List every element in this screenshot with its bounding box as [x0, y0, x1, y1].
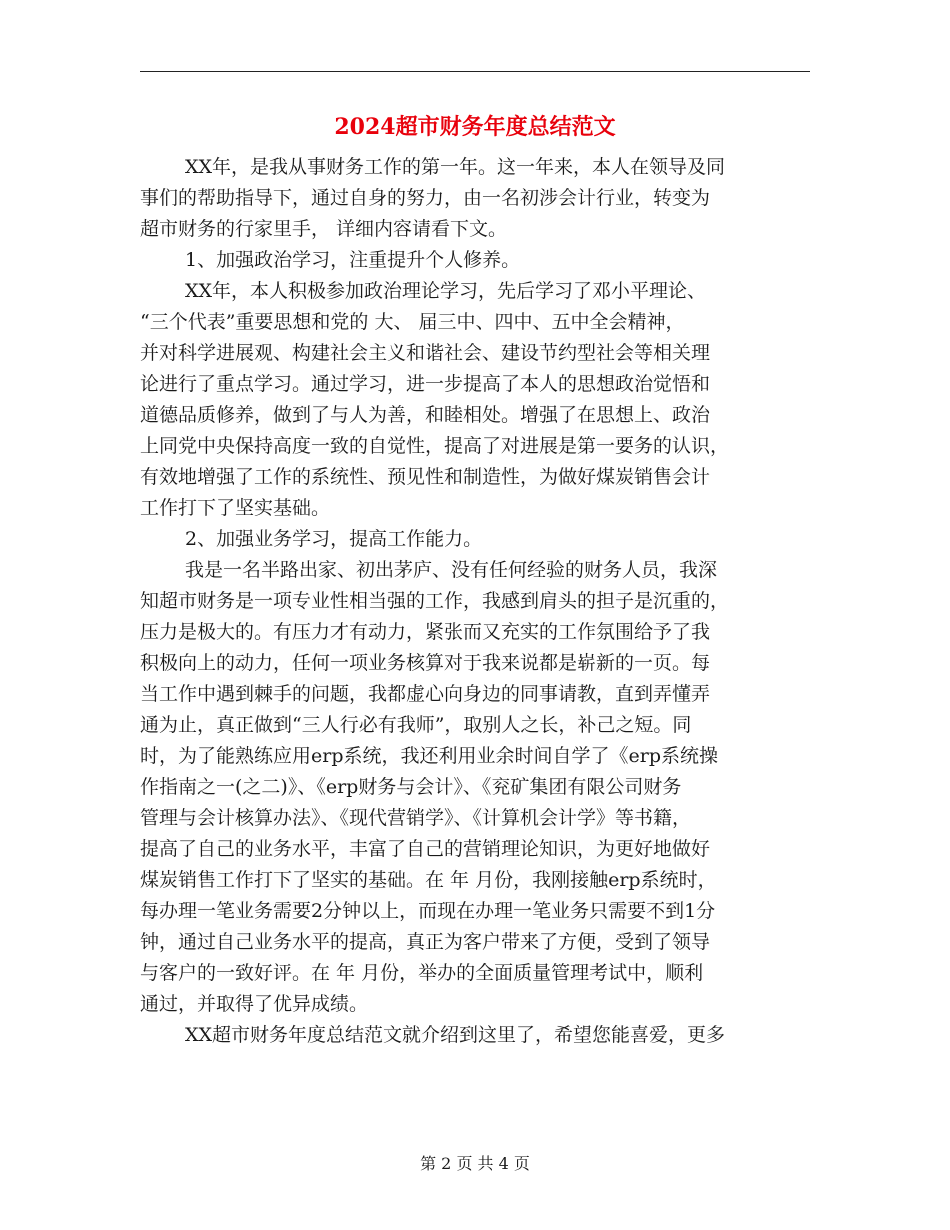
body-line: 有效地增强了工作的系统性、预见性和制造性，为做好煤炭销售会计 — [140, 466, 711, 488]
body-line: 时，为了能熟练应用erp系统，我还利用业余时间自学了《erp系统操 — [140, 745, 718, 767]
body-line: 积极向上的动力，任何一项业务核算对于我来说都是崭新的一页。每 — [140, 652, 711, 674]
body-line: 当工作中遇到棘手的问题，我都虚心向身边的同事请教，直到弄懂弄 — [140, 683, 711, 705]
body-line: 通过，并取得了优异成绩。 — [140, 993, 369, 1015]
body-line: 煤炭销售工作打下了坚实的基础。在 年 月份，我刚接触erp系统时， — [140, 869, 717, 891]
body-line: 并对科学进展观、构建社会主义和谐社会、建设节约型社会等相关理 — [140, 342, 711, 364]
body-line: XX超市财务年度总结范文就介绍到这里了，希望您能喜爱，更多 — [185, 1024, 726, 1046]
body-line: 与客户的一致好评。在 年 月份，举办的全面质量管理考试中，顺利 — [140, 962, 704, 984]
body-line: XX年，本人积极参加政治理论学习，先后学习了邓小平理论、 — [185, 280, 707, 302]
header-rule — [140, 71, 810, 72]
body-line: 超市财务的行家里手， 详细内容请看下文。 — [140, 218, 508, 240]
body-line: 工作打下了坚实基础。 — [140, 497, 331, 519]
document-title: 2024超市财务年度总结范文 — [334, 114, 616, 140]
section-heading: 2、加强业务学习，提高工作能力。 — [185, 528, 483, 550]
section-heading: 1、加强政治学习，注重提升个人修养。 — [185, 249, 521, 271]
page-number-footer: 第 2 页 共 4 页 — [420, 1154, 530, 1173]
body-line: 管理与会计核算办法》、《现代营销学》、《计算机会计学》等书籍， — [140, 807, 692, 829]
body-line: 每办理一笔业务需要2分钟以上，而现在办理一笔业务只需要不到1分 — [140, 900, 716, 922]
body-line: 作指南之一(之二)》、《erp财务与会计》、《兖矿集团有限公司财务 — [140, 776, 682, 798]
body-line: 我是一名半路出家、初出茅庐、没有任何经验的财务人员，我深 — [185, 559, 718, 581]
body-line: 通为止，真正做到“三人行必有我师”，取别人之长，补己之短。同 — [140, 714, 692, 736]
document-body — [140, 152, 810, 1051]
body-line: 道德品质修养，做到了与人为善，和睦相处。增强了在思想上、政治 — [140, 404, 711, 426]
body-line: 提高了自己的业务水平，丰富了自己的营销理论知识，为更好地做好 — [140, 838, 711, 860]
body-line: 上同党中央保持高度一致的自觉性，提高了对进展是第一要务的认识， — [140, 435, 730, 457]
body-line: 论进行了重点学习。通过学习，进一步提高了本人的思想政治觉悟和 — [140, 373, 711, 395]
body-line: 压力是极大的。有压力才有动力，紧张而又充实的工作氛围给予了我 — [140, 621, 711, 643]
body-line: 钟，通过自己业务水平的提高，真正为客户带来了方便，受到了领导 — [140, 931, 711, 953]
body-line: XX年，是我从事财务工作的第一年。这一年来，本人在领导及同 — [185, 156, 726, 178]
body-line: “三个代表”重要思想和党的 大、 届三中、四中、五中全会精神， — [140, 311, 685, 333]
body-line: 事们的帮助指导下，通过自身的努力，由一名初涉会计行业，转变为 — [140, 187, 711, 209]
body-line: 知超市财务是一项专业性相当强的工作，我感到肩头的担子是沉重的， — [140, 590, 730, 612]
